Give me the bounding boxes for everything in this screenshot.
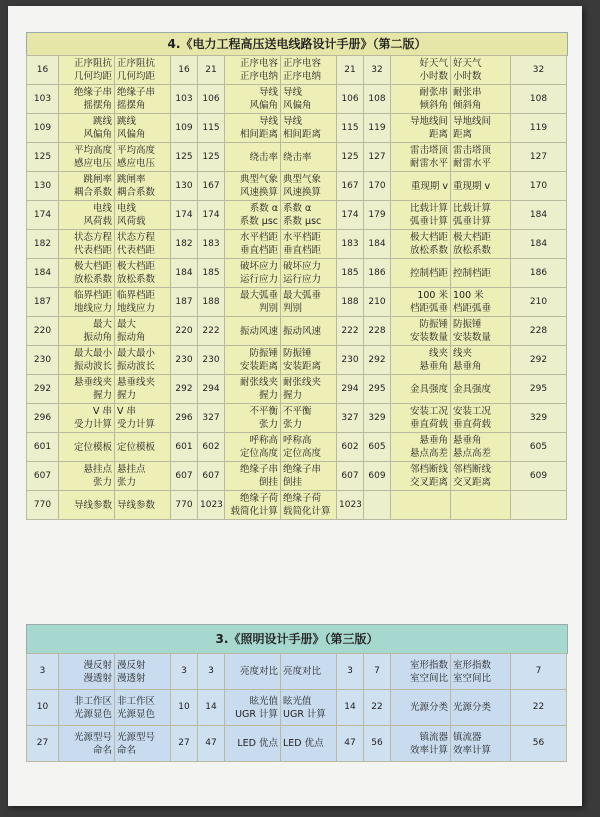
topic-cell: 电线 风荷载 [115,201,171,230]
page-number-cell: 295 [511,375,567,404]
topic-cell: 控制档距 [451,259,511,288]
page-number-cell: 292 [171,375,198,404]
topic-cell: 跳闸率 耦合系数 [115,172,171,201]
topic-cell: 呼称高 定位高度 [225,433,281,462]
topic-cell: 定位模板 [59,433,115,462]
topic-cell: 100 米 档距弧垂 [451,288,511,317]
topic-cell: 好天气 小时数 [391,56,451,85]
topic-cell: 振动风速 [281,317,337,346]
topic-cell: 水平档距 垂直档距 [225,230,281,259]
page-number-cell: 296 [171,404,198,433]
topic-cell: 绝缘子荷 载简化计算 [225,491,281,520]
table-row [27,462,567,491]
topic-cell: V 串 受力计算 [115,404,171,433]
topic-cell: 邻档断线 交叉距离 [391,462,451,491]
page-number-cell: 183 [198,230,225,259]
topic-cell: 典型气象 风速换算 [225,172,281,201]
page-number-cell: 125 [171,143,198,172]
topic-cell: 最大 振动角 [59,317,115,346]
page-number-cell: 182 [171,230,198,259]
page-number-cell: 125 [337,143,364,172]
page-number-cell: 174 [198,201,225,230]
page-number-cell: 179 [364,201,391,230]
page-number-cell: 127 [511,143,567,172]
table-row [27,433,567,462]
page-number-cell: 106 [337,85,364,114]
page-number-cell: 222 [337,317,364,346]
page-number-cell: 222 [198,317,225,346]
topic-cell: 临界档距 地线应力 [59,288,115,317]
page-number-cell: 602 [198,433,225,462]
section-title-power-line-handbook: 4.《电力工程高压送电线路设计手册》（第二版） [26,32,568,56]
topic-cell: 平均高度 感应电压 [59,143,115,172]
page-number-cell: 115 [337,114,364,143]
page-number-cell: 170 [511,172,567,201]
table-row [27,654,567,690]
page-number-cell: 22 [511,690,567,726]
topic-cell: 悬挂点 张力 [115,462,171,491]
topic-cell: 最大最小 振动波长 [59,346,115,375]
topic-cell: 雷击塔顶 耐雷水平 [451,143,511,172]
topic-cell: 系数 α 系数 μsc [281,201,337,230]
page-number-cell: 184 [511,230,567,259]
page-number-cell: 188 [198,288,225,317]
page-number-cell: 230 [337,346,364,375]
page-number-cell: 292 [364,346,391,375]
table-row [27,491,567,520]
page-number-cell: 174 [27,201,59,230]
table-row [27,317,567,346]
table-row [27,143,567,172]
page-number-cell: 32 [511,56,567,85]
topic-cell: 跳线 风偏角 [115,114,171,143]
page-number-cell: 186 [364,259,391,288]
page-number-cell: 230 [27,346,59,375]
page-number-cell: 56 [511,726,567,762]
topic-cell: LED 优点 [225,726,281,762]
topic-cell: 绝缘子荷 载简化计算 [281,491,337,520]
topic-cell: 金具强度 [391,375,451,404]
page-number-cell: 292 [511,346,567,375]
page-number-cell: 170 [364,172,391,201]
page-number-cell: 108 [364,85,391,114]
topic-cell: 极大档距 放松系数 [59,259,115,288]
topic-cell: 破坏应力 运行应力 [225,259,281,288]
topic-cell: 正序电容 正序电纳 [281,56,337,85]
topic-cell: 安装工况 垂直荷载 [451,404,511,433]
table-row [27,690,567,726]
page-number-cell: 103 [27,85,59,114]
page-number-cell: 3 [171,654,198,690]
topic-cell: 线夹 悬垂角 [451,346,511,375]
topic-cell: 悬垂角 悬点高差 [451,433,511,462]
section-title-lighting-handbook: 3.《照明设计手册》（第三版） [26,624,568,654]
topic-cell: 绝缘子串 摇摆角 [115,85,171,114]
topic-cell: 正序阻抗 几何均距 [59,56,115,85]
page-number-cell: 109 [27,114,59,143]
topic-cell: 金具强度 [451,375,511,404]
lighting-index-table [26,653,567,762]
page-number-cell: 295 [364,375,391,404]
page-number-cell: 230 [198,346,225,375]
topic-cell: 眩光值 UGR 计算 [225,690,281,726]
page-number-cell: 27 [171,726,198,762]
topic-cell: 状态方程 代表档距 [59,230,115,259]
topic-cell: 振动风速 [225,317,281,346]
topic-cell: 非工作区 光源显色 [115,690,171,726]
topic-cell: 正序阻抗 几何均距 [115,56,171,85]
page-number-cell: 601 [27,433,59,462]
page-number-cell: 3 [27,654,59,690]
topic-cell: 非工作区 光源显色 [59,690,115,726]
page-number-cell: 1023 [337,491,364,520]
topic-cell: 呼称高 定位高度 [281,433,337,462]
page-number-cell: 187 [171,288,198,317]
topic-cell: 悬垂线夹 握力 [59,375,115,404]
topic-cell: 室形指数 室空间比 [391,654,451,690]
topic-cell: 最大 振动角 [115,317,171,346]
page-number-cell: 228 [511,317,567,346]
topic-cell: 跳闸率 耦合系数 [59,172,115,201]
page-number-cell: 14 [198,690,225,726]
page-number-cell: 220 [27,317,59,346]
topic-cell: 典型气象 风速换算 [281,172,337,201]
topic-cell: 最大弧垂 判别 [281,288,337,317]
topic-cell: 耐张线夹 握力 [281,375,337,404]
topic-cell: 破坏应力 运行应力 [281,259,337,288]
topic-cell: 导线参数 [59,491,115,520]
topic-cell: 光源分类 [391,690,451,726]
page-number-cell: 130 [171,172,198,201]
topic-cell: 邻档断线 交叉距离 [451,462,511,491]
table-row [27,85,567,114]
topic-cell: 电线 风荷载 [59,201,115,230]
topic-cell: 重现期 v [451,172,511,201]
topic-cell: 定位模板 [115,433,171,462]
topic-cell: 绕击率 [281,143,337,172]
page-number-cell: 605 [511,433,567,462]
page-number-cell: 210 [364,288,391,317]
table-row [27,114,567,143]
page-number-cell: 294 [337,375,364,404]
topic-cell: 控制档距 [391,259,451,288]
page-number-cell: 22 [364,690,391,726]
topic-cell: 亮度对比 [281,654,337,690]
page-number-cell: 174 [171,201,198,230]
topic-cell: 导线 相间距离 [225,114,281,143]
topic-cell: LED 优点 [281,726,337,762]
topic-cell: 导地线间 距离 [391,114,451,143]
topic-cell: 绝缘子串 倒挂 [225,462,281,491]
topic-cell: 线夹 悬垂角 [391,346,451,375]
table-row [27,201,567,230]
topic-cell: 正序电容 正序电纳 [225,56,281,85]
topic-cell: 绕击率 [225,143,281,172]
page-number-cell: 7 [511,654,567,690]
topic-cell: 镇流器 效率计算 [391,726,451,762]
topic-cell: 导线 风偏角 [225,85,281,114]
table-row [27,230,567,259]
page-number-cell: 119 [511,114,567,143]
page-number-cell: 327 [198,404,225,433]
topic-cell [451,491,511,520]
topic-cell: 状态方程 代表档距 [115,230,171,259]
table-row [27,375,567,404]
page-number-cell: 21 [198,56,225,85]
page-number-cell: 329 [511,404,567,433]
topic-cell: 悬垂线夹 握力 [115,375,171,404]
page-number-cell: 329 [364,404,391,433]
page-number-cell: 108 [511,85,567,114]
page-number-cell: 47 [337,726,364,762]
page-number-cell: 187 [27,288,59,317]
topic-cell: 绝缘子串 摇摆角 [59,85,115,114]
topic-cell: 系数 α 系数 μsc [225,201,281,230]
topic-cell: 防振锤 安装距离 [225,346,281,375]
topic-cell: 不平衡 张力 [281,404,337,433]
table-row [27,726,567,762]
page-number-cell: 609 [364,462,391,491]
topic-cell: 镇流器 效率计算 [451,726,511,762]
page-number-cell: 605 [364,433,391,462]
topic-cell: 漫反射 漫透射 [115,654,171,690]
page-number-cell: 184 [511,201,567,230]
topic-cell: 导线 相间距离 [281,114,337,143]
topic-cell: 光源型号 命名 [115,726,171,762]
page-number-cell: 607 [27,462,59,491]
topic-cell: 极大档距 放松系数 [391,230,451,259]
topic-cell: 防振锤 安装数量 [391,317,451,346]
page-number-cell: 220 [171,317,198,346]
page-number-cell: 607 [337,462,364,491]
page-number-cell: 327 [337,404,364,433]
page-number-cell: 601 [171,433,198,462]
page-number-cell: 294 [198,375,225,404]
table-row [27,56,567,85]
topic-cell: 绝缘子串 倒挂 [281,462,337,491]
topic-cell [391,491,451,520]
power-line-index-table [26,55,567,520]
topic-cell: 比载计算 弧垂计算 [451,201,511,230]
page-number-cell: 185 [337,259,364,288]
table-row [27,288,567,317]
page-number-cell: 16 [27,56,59,85]
page-number-cell: 186 [511,259,567,288]
page-number-cell: 184 [364,230,391,259]
page-number-cell: 27 [27,726,59,762]
topic-cell: 室形指数 室空间比 [451,654,511,690]
page-number-cell: 10 [171,690,198,726]
topic-cell: 耐张串 倾斜角 [391,85,451,114]
page-number-cell: 14 [337,690,364,726]
topic-cell: 平均高度 感应电压 [115,143,171,172]
topic-cell: 光源分类 [451,690,511,726]
page-number-cell: 127 [364,143,391,172]
page-number-cell: 607 [171,462,198,491]
page-number-cell: 292 [27,375,59,404]
page-number-cell [364,491,391,520]
table-row [27,259,567,288]
topic-cell: 临界档距 地线应力 [115,288,171,317]
page-number-cell: 106 [198,85,225,114]
topic-cell: 导线 风偏角 [281,85,337,114]
page-number-cell: 167 [337,172,364,201]
page-number-cell: 167 [198,172,225,201]
page-number-cell: 32 [364,56,391,85]
page-number-cell: 16 [171,56,198,85]
topic-cell: 最大最小 振动波长 [115,346,171,375]
table-row [27,172,567,201]
topic-cell: 重现期 v [391,172,451,201]
page-number-cell: 185 [198,259,225,288]
page-number-cell: 21 [337,56,364,85]
page-number-cell: 602 [337,433,364,462]
topic-cell: 亮度对比 [225,654,281,690]
topic-cell: 悬挂点 张力 [59,462,115,491]
topic-cell: V 串 受力计算 [59,404,115,433]
page-number-cell: 770 [27,491,59,520]
page-number-cell: 228 [364,317,391,346]
topic-cell: 不平衡 张力 [225,404,281,433]
page-number-cell: 10 [27,690,59,726]
page-number-cell: 7 [364,654,391,690]
topic-cell: 跳线 风偏角 [59,114,115,143]
topic-cell: 导线参数 [115,491,171,520]
page-number-cell: 130 [27,172,59,201]
page-number-cell: 230 [171,346,198,375]
topic-cell: 眩光值 UGR 计算 [281,690,337,726]
page-number-cell [511,491,567,520]
topic-cell: 漫反射 漫透射 [59,654,115,690]
page-number-cell: 56 [364,726,391,762]
topic-cell: 导地线间 距离 [451,114,511,143]
topic-cell: 100 米 档距弧垂 [391,288,451,317]
topic-cell: 最大弧垂 判别 [225,288,281,317]
page-number-cell: 182 [27,230,59,259]
page-number-cell: 184 [171,259,198,288]
page-number-cell: 109 [171,114,198,143]
topic-cell: 极大档距 放松系数 [115,259,171,288]
page-number-cell: 3 [198,654,225,690]
topic-cell: 悬垂角 悬点高差 [391,433,451,462]
page-number-cell: 119 [364,114,391,143]
topic-cell: 安装工况 垂直荷载 [391,404,451,433]
page-number-cell: 47 [198,726,225,762]
page-number-cell: 609 [511,462,567,491]
page-number-cell: 183 [337,230,364,259]
topic-cell: 耐张线夹 握力 [225,375,281,404]
topic-cell: 水平档距 垂直档距 [281,230,337,259]
page-number-cell: 210 [511,288,567,317]
page-number-cell: 125 [198,143,225,172]
topic-cell: 防振锤 安装数量 [451,317,511,346]
topic-cell: 好天气 小时数 [451,56,511,85]
page-number-cell: 125 [27,143,59,172]
page-number-cell: 1023 [198,491,225,520]
page-number-cell: 770 [171,491,198,520]
topic-cell: 光源型号 命名 [59,726,115,762]
page-number-cell: 296 [27,404,59,433]
table-row [27,346,567,375]
page-number-cell: 103 [171,85,198,114]
topic-cell: 耐张串 倾斜角 [451,85,511,114]
page-number-cell: 174 [337,201,364,230]
page-number-cell: 115 [198,114,225,143]
page-number-cell: 607 [198,462,225,491]
page-number-cell: 184 [27,259,59,288]
topic-cell: 极大档距 放松系数 [451,230,511,259]
topic-cell: 雷击塔顶 耐雷水平 [391,143,451,172]
table-row [27,404,567,433]
page-number-cell: 188 [337,288,364,317]
page-number-cell: 3 [337,654,364,690]
topic-cell: 比载计算 弧垂计算 [391,201,451,230]
topic-cell: 防振锤 安装距离 [281,346,337,375]
